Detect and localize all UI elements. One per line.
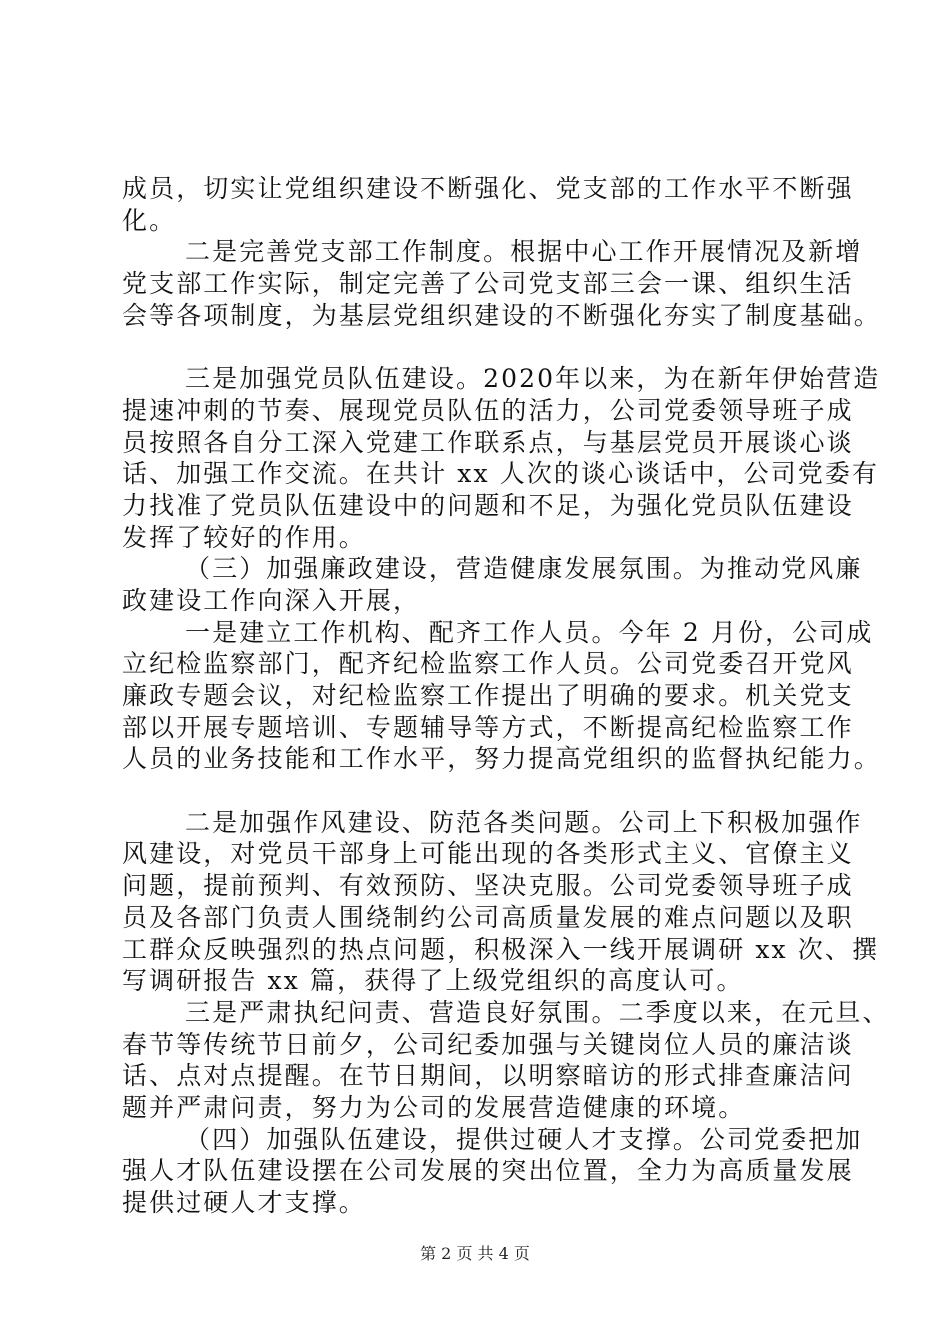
- text-line: 话、加强工作交流。在共计 xx 人次的谈心谈话中，公司党委有: [122, 459, 880, 489]
- paragraph: [122, 617, 881, 775]
- text-line: 二是加强作风建设、防范各类问题。公司上下积极加强作: [185, 807, 863, 837]
- text-line: （三）加强廉政建设，营造健康发展氛围。为推动党风廉: [185, 554, 863, 584]
- paragraph: [122, 363, 881, 553]
- page-footer: 第 2 页 共 4 页: [420, 1244, 530, 1263]
- paragraph: [122, 236, 881, 331]
- text-line: 立纪检监察部门，配齐纪检监察工作人员。公司党委召开党风: [122, 649, 854, 679]
- text-line: 三是严肃执纪问责、营造良好氛围。二季度以来，在元旦、: [185, 997, 890, 1027]
- text-line: 成员，切实让党组织建设不断强化、党支部的工作水平不断强: [122, 174, 854, 203]
- text-line: 力找准了党员队伍建设中的问题和不足，为强化党员队伍建设: [122, 490, 854, 520]
- text-line: 廉政专题会议，对纪检监察工作提出了明确的要求。机关党支: [122, 681, 854, 710]
- text-line: 人员的业务技能和工作水平，努力提高党组织的监督执纪能力。: [122, 744, 881, 774]
- text-line: 题并严肃问责，努力为公司的发展营造健康的环境。: [122, 1092, 746, 1122]
- paragraph: [122, 173, 854, 236]
- text-line: 党支部工作实际，制定完善了公司党支部三会一课、组织生活: [122, 269, 854, 299]
- paragraph: [122, 1124, 863, 1219]
- text-line: 问题，提前预判、有效预防、坚决克服。公司党委领导班子成: [122, 871, 854, 901]
- text-line: 风建设，对党员干部身上可能出现的各类形式主义、官僚主义: [122, 839, 854, 869]
- text-line: 员及各部门负责人围绕制约公司高质量发展的难点问题以及职: [122, 902, 854, 932]
- text-line: 会等各项制度，为基层党组织建设的不断强化夯实了制度基础。: [122, 300, 881, 330]
- text-line: 三是加强党员队伍建设。2020年以来，为在新年伊始营造: [185, 364, 881, 394]
- text-line: 话、点对点提醒。在节日期间，以明察暗访的形式排查廉洁问: [122, 1061, 854, 1091]
- document-body: [122, 173, 890, 1219]
- text-line: 春节等传统节日前夕，公司纪委加强与关键岗位人员的廉洁谈: [122, 1029, 854, 1059]
- text-line: 员按照各自分工深入党建工作联系点，与基层党员开展谈心谈: [122, 427, 854, 457]
- text-line: 部以开展专题培训、专题辅导等方式，不断提高纪检监察工作: [122, 712, 854, 742]
- text-line: 提供过硬人才支撑。: [122, 1188, 366, 1217]
- text-line: （四）加强队伍建设，提供过硬人才支撑。公司党委把加: [185, 1124, 863, 1154]
- text-line: 写调研报告 xx 篇，获得了上级党组织的高度认可。: [122, 966, 744, 996]
- paragraph-spacer: [122, 775, 842, 807]
- text-line: 二是完善党支部工作制度。根据中心工作开展情况及新增: [185, 237, 863, 267]
- paragraph: [122, 553, 863, 616]
- text-line: 一是建立工作机构、配齐工作人员。今年 2 月份，公司成: [185, 617, 874, 647]
- text-line: 强人才队伍建设摆在公司发展的突出位置，全力为高质量发展: [122, 1156, 854, 1186]
- text-line: 提速冲刺的节奏、展现党员队伍的活力，公司党委领导班子成: [122, 395, 854, 425]
- text-line: 发挥了较好的作用。: [122, 522, 366, 552]
- text-line: 工群众反映强烈的热点问题，积极深入一线开展调研 xx 次、撰: [122, 934, 880, 964]
- text-line: 政建设工作向深入开展，: [122, 585, 421, 615]
- paragraph: [122, 997, 890, 1124]
- text-line: 化。: [122, 205, 177, 235]
- paragraph: [122, 807, 880, 997]
- paragraph-spacer: [122, 331, 842, 363]
